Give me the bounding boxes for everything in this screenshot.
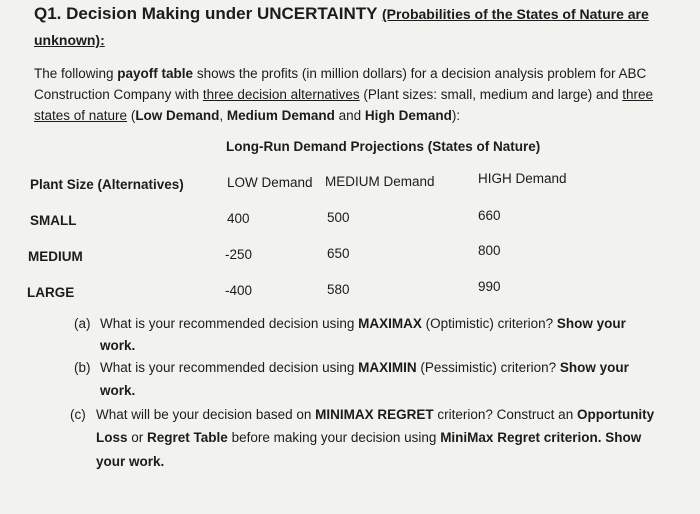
intro-line-2 (34, 87, 653, 102)
intro-text: shows the profits (in million dollars) for a decision analysis problem for ABC (193, 66, 647, 81)
column-header-low: LOW Demand (227, 175, 313, 190)
column-header-medium: MEDIUM Demand (325, 174, 435, 189)
question-number: Q1. (34, 4, 62, 23)
intro-low: Low Demand (135, 108, 220, 123)
part-c-line-1 (70, 404, 654, 426)
intro-text: and (334, 108, 365, 123)
intro-alternatives: three decision alternatives (202, 87, 360, 102)
question-title (34, 4, 649, 24)
part-a-maximax: MAXIMAX (358, 316, 422, 331)
intro-states: states of nature (34, 108, 128, 123)
intro-text: The following (34, 66, 118, 81)
part-c-text: or (127, 430, 148, 445)
part-c-criterion: MiniMax Regret criterion. Show (440, 430, 642, 445)
cell-large-low: -400 (225, 283, 253, 298)
part-b-label: (b) (74, 360, 91, 375)
part-c-text: criterion? Construct an (433, 407, 577, 422)
part-a-line-1 (74, 313, 626, 335)
part-a-text: (Optimistic) criterion? (421, 316, 557, 331)
intro-medium: Medium Demand (226, 108, 335, 123)
intro-text: (Plant sizes: small, medium and large) and (359, 87, 623, 102)
intro-text: ): (451, 108, 461, 123)
part-c-opportunity: Opportunity (576, 407, 655, 422)
part-a-show: Show your (556, 316, 626, 331)
part-a-line-2: work. (100, 338, 136, 353)
intro-text: , (219, 108, 227, 123)
part-a-text: What is your recommended decision using (100, 316, 359, 331)
part-c-loss: Loss (96, 430, 128, 445)
cell-small-medium: 500 (327, 210, 350, 225)
column-header-high: HIGH Demand (478, 171, 567, 186)
table-super-header: Long-Run Demand Projections (States of Nature) (226, 139, 541, 154)
part-b-line-1 (74, 357, 629, 379)
cell-medium-high: 800 (478, 243, 501, 258)
cell-medium-low: -250 (225, 247, 253, 262)
part-c-line-2 (96, 427, 641, 449)
part-b-maximin: MAXIMIN (358, 360, 417, 375)
part-b-text: (Pessimistic) criterion? (416, 360, 560, 375)
part-b-text: What is your recommended decision using (100, 360, 359, 375)
part-b-line-2: work. (100, 383, 136, 398)
intro-text: ( (127, 108, 136, 123)
row-label-medium: MEDIUM (28, 249, 83, 264)
intro-high: High Demand (364, 108, 452, 123)
row-label-small: SMALL (30, 213, 77, 228)
part-c-label: (c) (70, 407, 86, 422)
row-label-large: LARGE (27, 285, 75, 300)
cell-large-medium: 580 (327, 282, 350, 297)
part-b-show: Show your (559, 360, 629, 375)
question-title-sub-cont: unknown): (34, 32, 105, 48)
cell-small-low: 400 (227, 211, 250, 226)
part-c-regret-table: Regret Table (147, 430, 228, 445)
cell-large-high: 990 (478, 279, 501, 294)
part-c-line-3: your work. (96, 454, 165, 469)
part-c-text: before making your decision using (227, 430, 441, 445)
question-title-cont (34, 30, 105, 50)
intro-line-1 (34, 66, 646, 81)
cell-small-high: 660 (478, 208, 501, 223)
intro-three: three (622, 87, 654, 102)
part-c-minimax-regret: MINIMAX REGRET (315, 407, 434, 422)
cell-medium-medium: 650 (327, 246, 350, 261)
question-title-main: Decision Making under UNCERTAINTY (66, 4, 378, 23)
intro-payoff-table: payoff table (117, 66, 194, 81)
intro-line-3 (34, 108, 460, 123)
intro-text: Construction Company with (34, 87, 203, 102)
part-a-label: (a) (74, 316, 91, 331)
table-row-header: Plant Size (Alternatives) (30, 177, 184, 192)
question-title-sub: (Probabilities of the States of Nature are (381, 6, 649, 22)
part-c-text: What will be your decision based on (96, 407, 316, 422)
